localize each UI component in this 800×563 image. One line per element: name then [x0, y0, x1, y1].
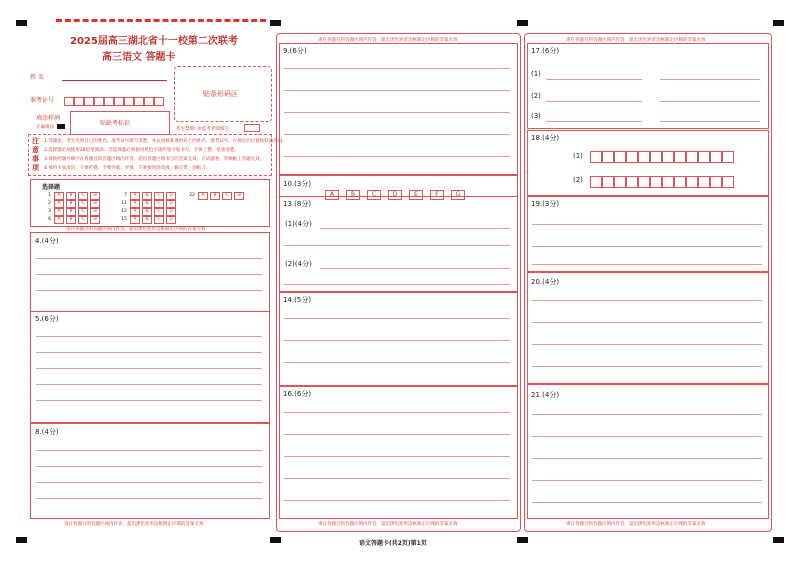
- mcq-option-bubble[interactable]: B: [210, 192, 220, 200]
- answer-line: [660, 101, 760, 102]
- card-title: 高三语文 答题卡: [102, 52, 176, 63]
- mcq-option-bubble[interactable]: B: [142, 192, 152, 200]
- fill-sample-mark: [57, 124, 65, 129]
- answer-line: [284, 434, 510, 435]
- answer-line: [546, 101, 642, 102]
- notes-item: 1.答题前，考生先将自己的姓名、准考证号填写清楚，并认真核准条形码上的姓名、准考证号。在规定的位置贴好条形码。: [44, 139, 287, 144]
- q19-label: 19.(3分): [531, 200, 560, 208]
- q10-option-bubble[interactable]: B: [346, 190, 360, 200]
- answer-line: [36, 466, 262, 467]
- answer-line: [546, 79, 642, 80]
- answer-line: [36, 450, 262, 451]
- mcq-option-bubble[interactable]: D: [90, 208, 100, 216]
- timing-mark: [773, 20, 784, 26]
- answer-line: [36, 368, 262, 369]
- answer-line: [284, 478, 510, 479]
- timing-mark: [16, 20, 27, 26]
- answer-area-q14[interactable]: [279, 292, 518, 386]
- answer-line: [320, 268, 510, 269]
- mcq-option-bubble[interactable]: C: [78, 192, 88, 200]
- mcq-question: [42, 192, 102, 200]
- answer-line: [36, 482, 262, 483]
- mcq-question: [118, 216, 178, 224]
- timing-mark: [270, 537, 281, 543]
- answer-line: [532, 246, 762, 247]
- answer-line: [284, 284, 510, 285]
- answer-line: [532, 458, 762, 459]
- region-note: 请在各题目的答题区域内作答，超出黑色矩形边框限定区域的答案无效: [64, 522, 204, 527]
- q10-option-bubble[interactable]: C: [367, 190, 381, 200]
- mcq-option-bubble[interactable]: A: [54, 200, 64, 208]
- region-note: 请在各题目的答题区域内作答，超出黑色矩形边框限定区域的答案无效: [318, 38, 458, 43]
- q17-sub-label: (1): [531, 70, 541, 78]
- mcq-question-number: 6: [48, 217, 51, 222]
- q14-label: 14.(5分): [283, 296, 312, 304]
- answer-line: [532, 224, 762, 225]
- region-note: 请在各题目的答题区域内作答，超出黑色矩形边框限定区域的答案无效: [66, 227, 206, 232]
- q17-sub-label: (2): [531, 92, 541, 100]
- mcq-question: [118, 192, 178, 200]
- mcq-question-number: 3: [48, 209, 51, 214]
- mcq-question: [42, 208, 102, 216]
- mcq-question-number: 1: [48, 193, 51, 198]
- mcq-option-bubble[interactable]: A: [54, 192, 64, 200]
- mcq-question: [118, 208, 178, 216]
- answer-line: [36, 290, 262, 291]
- mcq-option-bubble[interactable]: A: [130, 192, 140, 200]
- mcq-option-bubble[interactable]: B: [66, 216, 76, 224]
- mcq-option-bubble[interactable]: D: [90, 216, 100, 224]
- answer-area-q8[interactable]: [30, 423, 270, 519]
- mcq-option-bubble[interactable]: B: [142, 216, 152, 224]
- mcq-option-bubble[interactable]: C: [78, 216, 88, 224]
- exam-title: 2025届高三湖北省十一校第二次联考: [70, 36, 238, 47]
- mcq-question-number: 11: [121, 201, 127, 206]
- mcq-option-bubble[interactable]: C: [78, 200, 88, 208]
- mcq-option-bubble[interactable]: A: [54, 216, 64, 224]
- mcq-option-bubble[interactable]: C: [154, 208, 164, 216]
- mcq-option-bubble[interactable]: A: [130, 208, 140, 216]
- mcq-question: [42, 200, 102, 208]
- answer-line: [532, 264, 762, 265]
- q10-option-bubble[interactable]: G: [451, 190, 465, 200]
- answer-line: [660, 121, 760, 122]
- answer-line: [284, 318, 510, 319]
- mcq-option-bubble[interactable]: B: [142, 208, 152, 216]
- mcq-question-number: 22: [189, 193, 195, 198]
- answer-line: [532, 300, 762, 301]
- q21-label: 21.(4分): [531, 391, 560, 399]
- answer-line: [284, 456, 510, 457]
- notes-item: 2.选择题必须使用2B铅笔填涂；非选择题必须使用黑色字迹的签字笔书写，字体工整、笔迹清楚。: [44, 148, 239, 153]
- q18-grid-2[interactable]: [590, 173, 734, 192]
- notes-item: 3.请按照题号顺序在各题目的答题区域内作答，超出答题区域书写的答案无效；在试题卷、草稿纸上答题无效。: [44, 157, 265, 162]
- answer-area-q20[interactable]: [527, 272, 769, 384]
- answer-line: [284, 90, 510, 91]
- q20-label: 20.(4分): [531, 278, 560, 286]
- answer-line: [532, 502, 762, 503]
- timing-mark: [773, 537, 784, 543]
- q18-label: 18.(4分): [531, 134, 560, 142]
- name-field[interactable]: [62, 80, 167, 81]
- q9-label: 9.(6分): [283, 47, 307, 55]
- mcq-option-bubble[interactable]: D: [166, 208, 176, 216]
- q18-sub-label: (1): [573, 152, 583, 160]
- answer-line: [532, 436, 762, 437]
- answer-line: [532, 414, 762, 415]
- answer-line: [532, 322, 762, 323]
- mcq-question-number: 15: [121, 217, 127, 222]
- answer-line: [36, 258, 262, 259]
- q10-option-bubble[interactable]: D: [388, 190, 402, 200]
- answer-line: [36, 336, 262, 337]
- answer-line: [532, 366, 762, 367]
- answer-line: [284, 134, 510, 135]
- mcq-option-bubble[interactable]: B: [66, 192, 76, 200]
- mcq-title: 选择题: [42, 184, 61, 191]
- mcq-question-number: 2: [48, 201, 51, 206]
- q10-option-bubble[interactable]: F: [430, 190, 444, 200]
- mcq-option-bubble[interactable]: A: [130, 216, 140, 224]
- answer-area-q4[interactable]: [30, 232, 270, 312]
- timing-mark: [16, 537, 27, 543]
- answer-line: [546, 121, 642, 122]
- mcq-option-bubble[interactable]: D: [90, 192, 100, 200]
- mcq-question: [42, 216, 102, 224]
- q8-label: 8.(4分): [35, 428, 59, 436]
- fill-sample-label: 填涂样例: [36, 115, 61, 122]
- exam-id-label: 准考证号: [30, 97, 55, 104]
- answer-line: [660, 79, 760, 80]
- mcq-question: [118, 200, 178, 208]
- q13-2-label: (2)(4分): [285, 260, 312, 268]
- header-dashed-rule: [56, 19, 266, 22]
- answer-line: [532, 344, 762, 345]
- notes-item: 4.保持卡面清洁，不要折叠、不要弄破、弄皱，不准使用涂改液、修正带、刮纸刀。: [44, 166, 211, 171]
- region-note: 请在各题目的答题区域内作答，超出黑色矩形边框限定区域的答案无效: [566, 522, 706, 527]
- q16-label: 16.(6分): [283, 390, 312, 398]
- mcq-option-bubble[interactable]: A: [198, 192, 208, 200]
- answer-line: [284, 500, 510, 501]
- mcq-option-bubble[interactable]: D: [166, 216, 176, 224]
- mcq-option-bubble[interactable]: C: [154, 192, 164, 200]
- timing-mark: [270, 20, 281, 26]
- q18-sub-label: (2): [573, 176, 583, 184]
- mcq-option-bubble[interactable]: A: [130, 200, 140, 208]
- mcq-option-bubble[interactable]: D: [166, 200, 176, 208]
- mcq-option-bubble[interactable]: B: [142, 200, 152, 208]
- answer-line: [36, 384, 262, 385]
- q18-grid-1[interactable]: [590, 148, 734, 167]
- q17-sub-label: (3): [531, 112, 541, 120]
- answer-line: [36, 274, 262, 275]
- q10-option-bubble[interactable]: E: [409, 190, 423, 200]
- q10-option-bubble[interactable]: A: [325, 190, 339, 200]
- q17-label: 17.(6分): [531, 47, 560, 55]
- mcq-option-bubble[interactable]: C: [154, 200, 164, 208]
- q5-label: 5.(6分): [35, 315, 59, 323]
- answer-area-q19[interactable]: [527, 196, 769, 272]
- notes-title: 注意事项: [32, 137, 39, 172]
- mcq-option-bubble[interactable]: C: [222, 192, 232, 200]
- answer-line: [284, 340, 510, 341]
- answer-line: [36, 352, 262, 353]
- mcq-option-bubble[interactable]: C: [78, 208, 88, 216]
- answer-line: [284, 362, 510, 363]
- answer-area-q17[interactable]: [527, 43, 769, 129]
- page-footer: 语文答题卡(共2页)第1页: [359, 540, 427, 547]
- region-note: 请在各题目的答题区域内作答，超出黑色矩形边框限定区域的答案无效: [318, 522, 458, 527]
- timing-mark: [517, 537, 528, 543]
- q10-label: 10.(3分): [283, 180, 312, 188]
- mcq-option-bubble[interactable]: A: [54, 208, 64, 216]
- region-note: 请在各题目的答题区域内作答，超出黑色矩形边框限定区域的答案无效: [566, 38, 706, 43]
- mcq-option-bubble[interactable]: B: [66, 208, 76, 216]
- answer-line: [532, 480, 762, 481]
- mcq-option-bubble[interactable]: C: [154, 216, 164, 224]
- name-label: 姓 名: [30, 74, 44, 81]
- correct-fill-label: 正确填涂: [36, 125, 54, 130]
- answer-area-q13[interactable]: [279, 196, 518, 292]
- answer-line: [36, 400, 262, 401]
- absent-label: 贴缺考标识: [100, 120, 131, 127]
- mcq-question-number: 12: [121, 209, 127, 214]
- answer-line: [284, 112, 510, 113]
- answer-line: [284, 412, 510, 413]
- mcq-question-number: 7: [124, 193, 127, 198]
- absent-checkbox[interactable]: [244, 124, 260, 132]
- answer-line: [284, 156, 510, 157]
- exam-id-grid[interactable]: [64, 91, 164, 110]
- timing-mark: [517, 20, 528, 26]
- answer-area-q5[interactable]: [30, 311, 270, 423]
- answer-line: [320, 228, 510, 229]
- mcq-option-bubble[interactable]: D: [90, 200, 100, 208]
- answer-line: [36, 498, 262, 499]
- barcode-label: 贴条形码区: [203, 90, 238, 98]
- mcq-question: [186, 192, 246, 200]
- mcq-option-bubble[interactable]: B: [66, 200, 76, 208]
- q4-label: 4.(4分): [35, 237, 59, 245]
- mcq-option-bubble[interactable]: D: [234, 192, 244, 200]
- answer-line: [284, 245, 510, 246]
- q13-1-label: (1)(4分): [285, 220, 312, 228]
- absent-note: 考生禁填! 由监考老师填写: [176, 127, 229, 132]
- answer-area-q21[interactable]: [527, 384, 769, 519]
- q13-label: 13.(8分): [283, 200, 312, 208]
- answer-line: [284, 68, 510, 69]
- mcq-option-bubble[interactable]: D: [166, 192, 176, 200]
